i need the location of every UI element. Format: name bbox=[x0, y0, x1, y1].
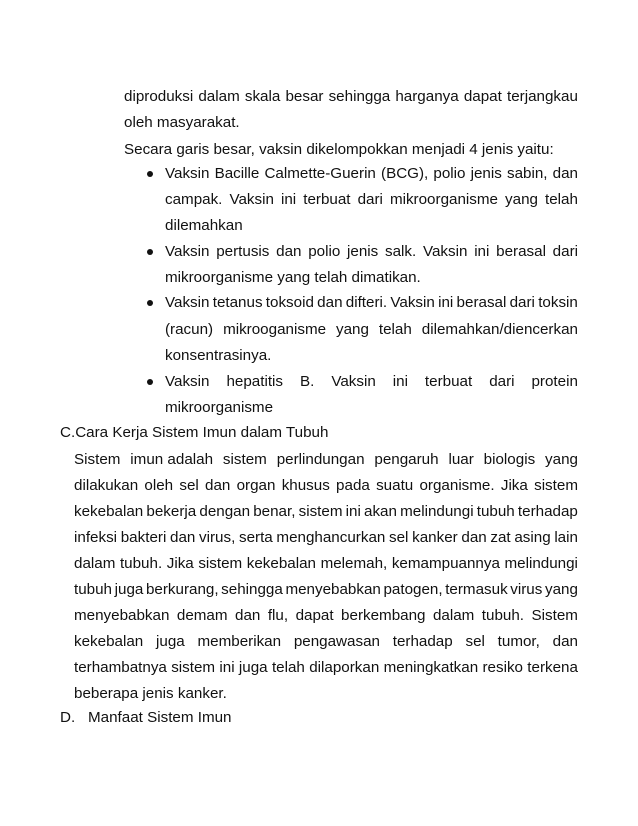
bullet-3-line-3: konsentrasinya. bbox=[165, 347, 272, 364]
word: juga bbox=[238, 659, 268, 676]
word: pertusis bbox=[216, 243, 270, 260]
section-c-line-10: beberapa jenis kanker. bbox=[74, 685, 227, 702]
word: dari bbox=[552, 243, 578, 260]
word: melindungi bbox=[504, 555, 578, 572]
word: dan bbox=[170, 529, 196, 546]
bullet-1-line-2 bbox=[165, 190, 578, 210]
section-c-line-2 bbox=[74, 476, 578, 496]
word: Sistem bbox=[74, 451, 121, 468]
word: pada bbox=[336, 477, 370, 494]
word: telah bbox=[545, 191, 578, 208]
bullet-1-line-1 bbox=[165, 164, 578, 184]
word: dalam bbox=[198, 88, 240, 105]
word: ini bbox=[345, 503, 361, 520]
word: sabin, bbox=[506, 165, 548, 182]
word: menghancurkan bbox=[276, 529, 386, 546]
word: sistem bbox=[534, 477, 578, 494]
word: bakteri bbox=[120, 529, 167, 546]
word: menyebabkan bbox=[74, 607, 170, 624]
word: menyebabkan bbox=[285, 581, 381, 598]
word: suatu bbox=[376, 477, 414, 494]
word: besar bbox=[285, 88, 324, 105]
word: akan bbox=[364, 503, 397, 520]
word: yang bbox=[544, 581, 578, 598]
word: Vaksin bbox=[390, 294, 435, 311]
section-c-line-4 bbox=[74, 528, 578, 548]
word: toksin bbox=[538, 294, 578, 311]
word: dalam bbox=[74, 555, 116, 572]
word: sehingga bbox=[328, 88, 391, 105]
word: terbuat bbox=[424, 373, 473, 390]
word: telah bbox=[271, 659, 305, 676]
word: ini bbox=[280, 191, 297, 208]
word: kanker bbox=[412, 529, 458, 546]
word: biologis bbox=[483, 451, 536, 468]
word: ini bbox=[474, 243, 490, 260]
word: memberikan bbox=[197, 633, 282, 650]
section-c-line-7 bbox=[74, 606, 578, 626]
word: dan bbox=[552, 165, 578, 182]
word: terbuat bbox=[303, 191, 351, 208]
word: bekerja bbox=[146, 503, 197, 520]
word: termasuk bbox=[445, 581, 508, 598]
word: telah bbox=[378, 321, 412, 338]
bullet-2-dot bbox=[147, 249, 153, 255]
word: Sistem bbox=[531, 607, 578, 624]
bullet-2-line-1 bbox=[165, 242, 578, 262]
word: berasal bbox=[456, 294, 507, 311]
intro-line-2: oleh masyarakat. bbox=[124, 114, 240, 131]
word: campak. bbox=[165, 191, 223, 208]
word: kekebalan bbox=[74, 633, 144, 650]
word: infeksi bbox=[74, 529, 118, 546]
word: kekebalan bbox=[246, 555, 317, 572]
word: Vaksin bbox=[229, 191, 274, 208]
word: harganya bbox=[395, 88, 459, 105]
word: virus bbox=[510, 581, 543, 598]
word: dan bbox=[205, 477, 231, 494]
word: dari bbox=[357, 191, 383, 208]
word: yang bbox=[505, 191, 538, 208]
word: sistem bbox=[222, 451, 267, 468]
word: (BCG), bbox=[381, 165, 429, 182]
word: serta bbox=[238, 529, 273, 546]
word: Vaksin bbox=[165, 243, 210, 260]
word: polio bbox=[433, 165, 466, 182]
word: pengawasan bbox=[293, 633, 380, 650]
word: terhadap bbox=[517, 503, 578, 520]
word: berkembang bbox=[341, 607, 426, 624]
word: perlindungan bbox=[276, 451, 365, 468]
bullet-3-line-1 bbox=[165, 293, 578, 313]
word: dan bbox=[461, 529, 487, 546]
word: dari bbox=[489, 373, 515, 390]
word: flu, bbox=[267, 607, 289, 624]
section-c-line-9 bbox=[74, 658, 578, 678]
word: kemampuannya bbox=[391, 555, 500, 572]
bullet-4-line-1 bbox=[165, 372, 578, 392]
section-c-heading: C.Cara Kerja Sistem Imun dalam Tubuh bbox=[60, 424, 329, 441]
word: difteri. bbox=[345, 294, 388, 311]
word: Jika bbox=[500, 477, 528, 494]
word: berasal bbox=[496, 243, 546, 260]
word: yang bbox=[336, 321, 369, 338]
word: sistem bbox=[298, 503, 343, 520]
section-c-line-3 bbox=[74, 502, 578, 522]
word: oleh bbox=[144, 477, 174, 494]
word: dengan bbox=[199, 503, 251, 520]
bullet-4-line-2: mikroorganisme bbox=[165, 399, 274, 416]
word: diproduksi bbox=[124, 88, 194, 105]
word: dari bbox=[509, 294, 535, 311]
word: Calmette-Guerin bbox=[264, 165, 376, 182]
word: dan bbox=[276, 243, 302, 260]
word: salk. bbox=[385, 243, 417, 260]
word: organisme. bbox=[419, 477, 495, 494]
word: terhadap bbox=[392, 633, 453, 650]
section-c-line-5 bbox=[74, 554, 578, 574]
word: tubuh. bbox=[481, 607, 525, 624]
section-d-heading: Manfaat Sistem Imun bbox=[88, 709, 232, 726]
word: ini bbox=[392, 373, 408, 390]
bullet-3-dot bbox=[147, 300, 153, 306]
word: virus, bbox=[199, 529, 236, 546]
intro-line-1 bbox=[124, 87, 578, 107]
word: dilaporkan bbox=[309, 659, 380, 676]
word: sistem bbox=[198, 555, 243, 572]
word: juga bbox=[114, 581, 144, 598]
bullet-4-dot bbox=[147, 379, 153, 385]
word: tetanus bbox=[212, 294, 263, 311]
word: dan bbox=[317, 294, 343, 311]
word: terkena bbox=[527, 659, 578, 676]
word: dilemahkan/diencerkan bbox=[421, 321, 578, 338]
word: sel bbox=[465, 633, 485, 650]
word: mikrooganisme bbox=[223, 321, 327, 338]
word: asing bbox=[514, 529, 551, 546]
word: imun adalah bbox=[130, 451, 214, 468]
bullet-1-dot bbox=[147, 171, 153, 177]
section-d-label: D. bbox=[60, 709, 76, 726]
word: Bacille bbox=[214, 165, 260, 182]
word: terjangkau bbox=[506, 88, 578, 105]
section-c-line-6 bbox=[74, 580, 578, 600]
word: mikroorganisme bbox=[389, 191, 498, 208]
word: resiko bbox=[482, 659, 523, 676]
section-c-line-1 bbox=[74, 450, 578, 470]
word: dapat bbox=[463, 88, 502, 105]
word: protein bbox=[531, 373, 578, 390]
word: toksoid bbox=[265, 294, 314, 311]
word: Vaksin bbox=[422, 243, 468, 260]
bullet-3-line-2 bbox=[165, 320, 578, 340]
word: dilakukan bbox=[74, 477, 139, 494]
word: jenis bbox=[470, 165, 502, 182]
word: yang bbox=[545, 451, 578, 468]
word: benar, bbox=[253, 503, 296, 520]
word: Vaksin bbox=[165, 373, 210, 390]
word: tumor, bbox=[497, 633, 540, 650]
word: Vaksin bbox=[165, 165, 210, 182]
word: lain bbox=[554, 529, 578, 546]
word: berkurang, bbox=[145, 581, 219, 598]
word: dapat bbox=[295, 607, 334, 624]
word: skala bbox=[244, 88, 281, 105]
word: juga bbox=[156, 633, 185, 650]
word: meningkatkan bbox=[383, 659, 479, 676]
word: sel bbox=[179, 477, 199, 494]
word: sel bbox=[389, 529, 409, 546]
word: Jika bbox=[166, 555, 194, 572]
word: polio bbox=[308, 243, 341, 260]
word: terhambatnya bbox=[74, 659, 167, 676]
bullet-2-line-2: mikroorganisme yang telah dimatikan. bbox=[165, 269, 421, 286]
word: hepatitis bbox=[226, 373, 284, 390]
word: Vaksin bbox=[165, 294, 210, 311]
word: khusus bbox=[281, 477, 330, 494]
word: pengaruh bbox=[374, 451, 439, 468]
word: organ bbox=[236, 477, 276, 494]
word: sehingga bbox=[221, 581, 283, 598]
word: patogen, bbox=[383, 581, 443, 598]
word: tubuh. bbox=[119, 555, 163, 572]
word: sistem bbox=[171, 659, 216, 676]
word: B. bbox=[299, 373, 315, 390]
section-c-line-8 bbox=[74, 632, 578, 652]
word: tubuh bbox=[476, 503, 515, 520]
word: tubuh bbox=[74, 581, 113, 598]
bullet-1-line-3: dilemahkan bbox=[165, 217, 243, 234]
word: dan bbox=[552, 633, 578, 650]
word: Vaksin bbox=[331, 373, 376, 390]
word: dalam bbox=[432, 607, 475, 624]
word: demam bbox=[176, 607, 228, 624]
word: melindungi bbox=[400, 503, 474, 520]
word: zat bbox=[490, 529, 511, 546]
intro-line-3: Secara garis besar, vaksin dikelompokkan menjadi 4 jenis yaitu: bbox=[124, 141, 554, 158]
word: melemah, bbox=[320, 555, 388, 572]
word: ini bbox=[438, 294, 454, 311]
word: luar bbox=[448, 451, 474, 468]
word: jenis bbox=[347, 243, 379, 260]
word: dan bbox=[235, 607, 261, 624]
word: ini bbox=[219, 659, 235, 676]
word: kekebalan bbox=[74, 503, 144, 520]
word: (racun) bbox=[165, 321, 214, 338]
